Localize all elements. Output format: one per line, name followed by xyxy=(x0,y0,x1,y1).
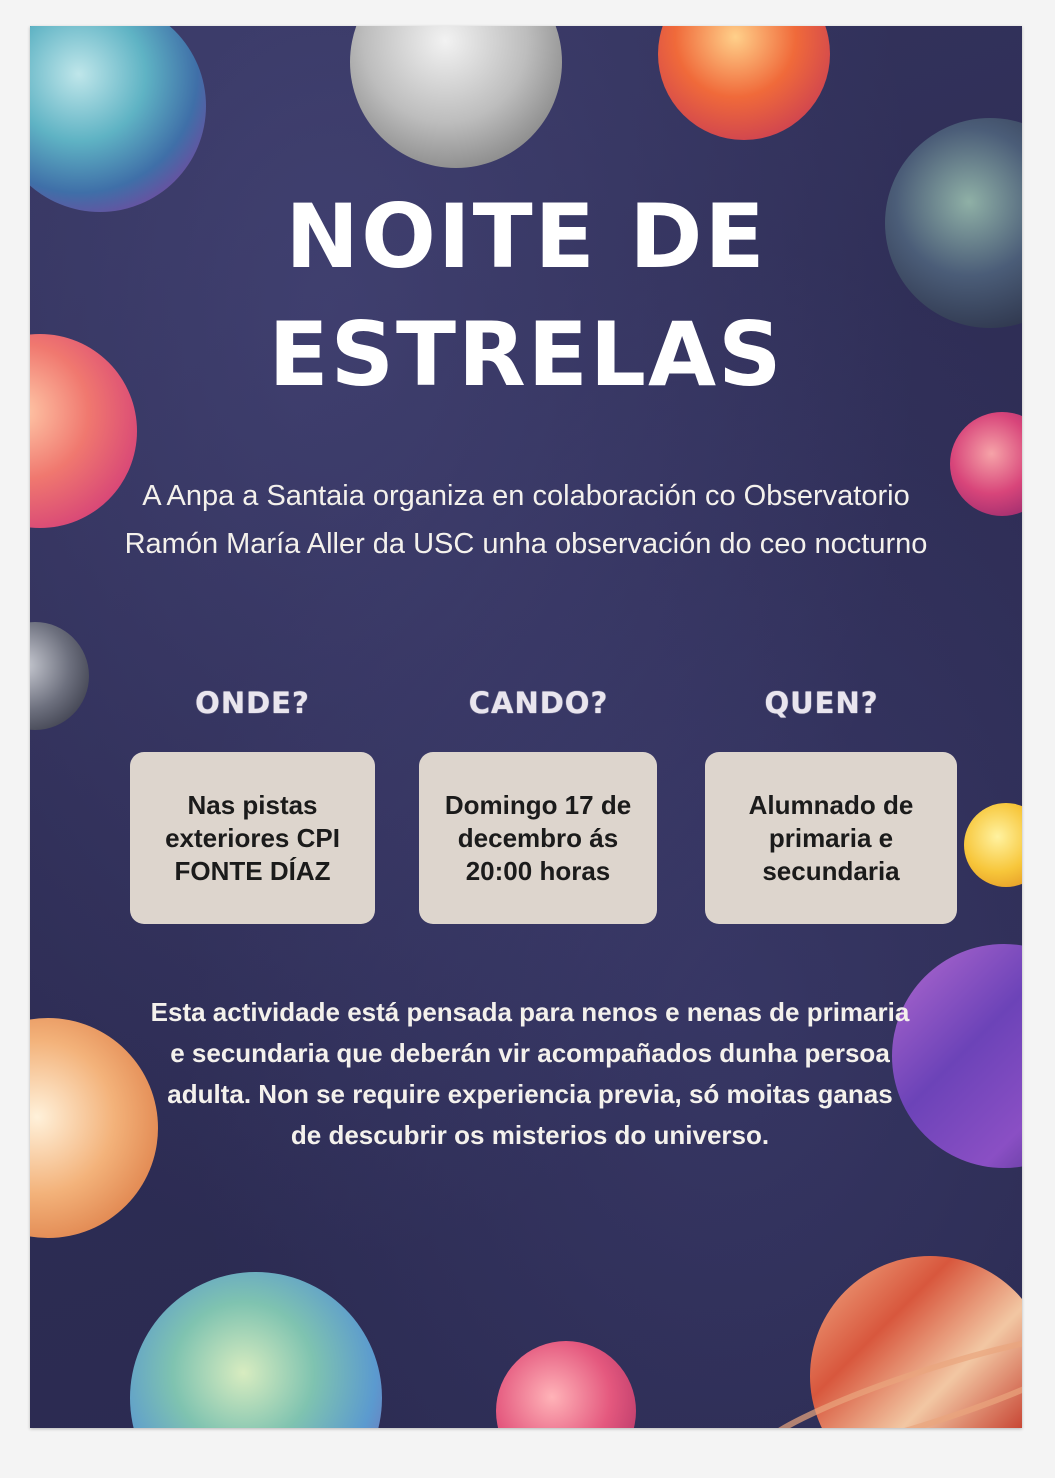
description-text: Esta actividade está pensada para nenos e nenas de primaria e secundaria que deberán vir acompañados dunha persoa adulta. Non se require experiencia previa, só moitas ganas de descubrir os misterios do universo. xyxy=(150,997,910,1150)
title-line-2: ESTRELAS xyxy=(268,303,784,406)
label-quen: QUEN? xyxy=(764,686,879,720)
label-onde: ONDE? xyxy=(195,686,310,720)
planet-earth-bottom xyxy=(130,1272,382,1428)
card-cando: Domingo 17 de decembro ás 20:00 horas xyxy=(419,752,657,924)
poster xyxy=(30,26,1022,1428)
planet-rose-bottom xyxy=(496,1341,636,1428)
card-quen: Alumnado de primaria e secundaria xyxy=(705,752,957,924)
planet-moon-top xyxy=(350,26,562,168)
card-onde: Nas pistas exteriores CPI FONTE DÍAZ xyxy=(130,752,375,924)
intro-text: A Anpa a Santaia organiza en colaboración co Observatorio Ramón María Aller da USC unha observación do ceo nocturno xyxy=(124,480,928,560)
poster-title xyxy=(30,178,1022,414)
label-cando: CANDO? xyxy=(468,686,609,720)
planet-yellow-right xyxy=(964,803,1022,887)
planet-peach-left xyxy=(30,1018,158,1238)
title-line-1: NOITE DE xyxy=(285,185,767,288)
planet-orange-top xyxy=(658,26,830,140)
planet-purple-right xyxy=(892,944,1022,1168)
planet-grey-left xyxy=(30,622,89,730)
planet-magenta-right xyxy=(950,412,1022,516)
